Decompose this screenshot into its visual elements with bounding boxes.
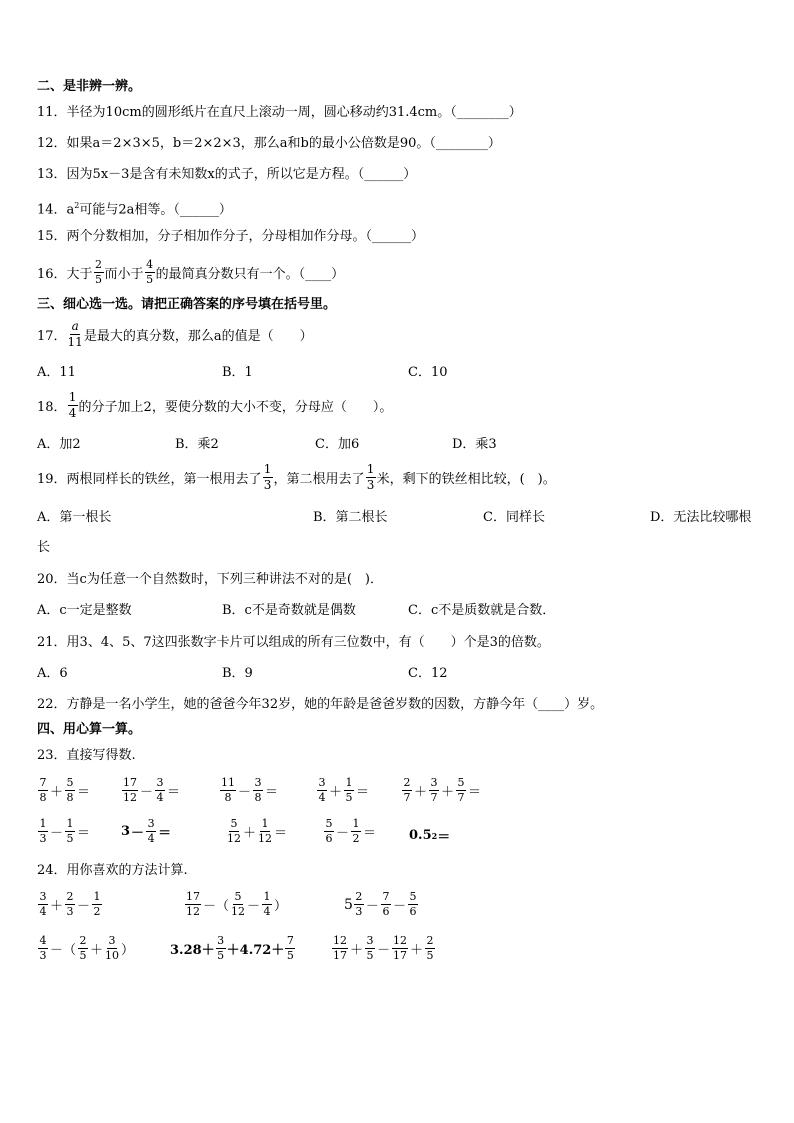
q17-option-b: B．1 <box>222 365 253 380</box>
q21-option-b: B．9 <box>222 666 253 681</box>
q24-e3: 5 $\frac{2}{3}$ － $\frac{7}{6}$ － $\frac{5}{6}$ <box>344 890 417 918</box>
question-13: 13．因为5x－3是含有未知数x的式子，所以它是方程。（______） <box>37 167 417 182</box>
q17-option-c: C．10 <box>408 365 448 380</box>
q24-e6: $\frac{12}{17}$ ＋ $\frac{3}{5}$ － $\frac{12}{17}$ ＋ $\frac{2}{5}$ <box>333 934 434 962</box>
q23-r1-e1: $\frac{7}{8}$ ＋ $\frac{5}{8}$ ＝ <box>39 776 91 804</box>
fraction: $\frac{1}{3}$ <box>263 462 272 492</box>
q23-r1-e3: $\frac{11}{8}$ － $\frac{3}{8}$ ＝ <box>221 776 279 804</box>
fraction: $\frac{2}{5}$ <box>95 258 103 286</box>
q20-option-b: B．c不是奇数就是偶数 <box>222 603 356 618</box>
q18-option-c: C．加6 <box>315 437 360 452</box>
question-17: 17． $\frac{a}{11}$ 是最大的真分数，那么a的值是（ ） <box>37 319 313 349</box>
q23-r2-e4: $\frac{5}{6}$ － $\frac{1}{2}$ ＝ <box>325 817 377 845</box>
q23-r1-e4: $\frac{3}{4}$ ＋ $\frac{1}{5}$ ＝ <box>318 776 370 804</box>
q17-option-a: A．11 <box>37 365 76 380</box>
question-14: 14．$a^2$可能与2a相等。（______） <box>37 201 232 218</box>
question-23-title: 23．直接写得数. <box>37 748 136 763</box>
q23-r2-e3: $\frac{5}{12}$ ＋ $\frac{1}{12}$ ＝ <box>227 817 288 845</box>
section-2-heading: 二、是非辨一辨。 <box>37 79 142 94</box>
section-4-heading: 四、用心算一算。 <box>37 722 142 737</box>
q24-e2: $\frac{17}{12}$ －（ $\frac{5}{12}$ － $\frac{1}{4}$ ） <box>186 890 288 918</box>
fraction: $\frac{4}{5}$ <box>146 258 154 286</box>
q20-option-c: C．c不是质数就是合数． <box>408 603 556 618</box>
question-22: 22．方静是一名小学生，她的爸爸今年32岁，她的年龄是爸爸岁数的因数，方静今年（____）岁。 <box>37 697 604 712</box>
question-19: 19．两根同样长的铁丝，第一根用去了 $\frac{1}{3}$ ，第二根用去了 $\frac{1}{3}$ 米，剩下的铁丝相比较，( )。 <box>37 462 556 492</box>
q19-option-d-wrap: 长 <box>37 540 51 555</box>
fraction: $\frac{a}{11}$ <box>67 319 83 349</box>
fraction: $\frac{1}{3}$ <box>366 462 375 492</box>
q20-option-a: A．c一定是整数 <box>37 603 132 618</box>
q19-option-b: B．第二根长 <box>313 510 388 525</box>
q23-r1-e2: $\frac{17}{12}$ － $\frac{3}{4}$ ＝ <box>123 776 181 804</box>
q18-option-a: A．加2 <box>37 437 81 452</box>
q19-option-d: D．无法比较哪根 <box>650 510 752 525</box>
fraction: $\frac{1}{4}$ <box>68 390 77 420</box>
q18-option-b: B．乘2 <box>175 437 219 452</box>
q19-option-c: C．同样长 <box>483 510 545 525</box>
section-3-heading: 三、细心选一选。请把正确答案的序号填在括号里。 <box>37 297 337 312</box>
question-15: 15．两个分数相加，分子相加作分子，分母相加作分母。（______） <box>37 229 425 244</box>
q23-r1-e5: $\frac{2}{7}$ ＋ $\frac{3}{7}$ ＋ $\frac{5}{7}$ ＝ <box>403 776 482 804</box>
q23-r2-e2: 3 － $\frac{3}{4}$ ＝ <box>121 817 172 845</box>
q23-r2-e1: $\frac{1}{3}$ － $\frac{1}{5}$ ＝ <box>39 817 91 845</box>
question-11: 11．半径为10cm的圆形纸片在直尺上滚动一周，圆心移动约31.4cm。（________） <box>37 105 522 120</box>
question-18: 18． $\frac{1}{4}$ 的分子加上2，要使分数的大小不变，分母应（ ）。 <box>37 390 393 420</box>
question-21: 21．用3、4、5、7这四张数字卡片可以组成的所有三位数中，有（ ）个是3的倍数。 <box>37 635 550 650</box>
q23-r2-e5: 0.5 2 ＝ <box>409 828 451 845</box>
question-24-title: 24．用你喜欢的方法计算. <box>37 863 188 878</box>
q18-option-d: D．乘3 <box>452 437 497 452</box>
q21-option-c: C．12 <box>408 666 448 681</box>
question-12: 12．如果a＝2×3×5，b＝2×2×3，那么a和b的最小公倍数是90。（________） <box>37 136 501 151</box>
q24-e1: $\frac{3}{4}$ ＋ $\frac{2}{3}$ － $\frac{1}{2}$ <box>39 890 101 918</box>
q21-option-a: A．6 <box>37 666 68 681</box>
q24-e4: $\frac{4}{3}$ －（ $\frac{2}{5}$ ＋ $\frac{3}{10}$ ） <box>39 934 135 962</box>
q24-e5: 3.28＋ $\frac{3}{5}$ ＋4.72＋ $\frac{7}{5}$ <box>170 934 294 962</box>
question-20: 20．当c为任意一个自然数时，下列三种讲法不对的是( )． <box>37 572 383 587</box>
question-16: 16．大于 $\frac{2}{5}$ 而小于 $\frac{4}{5}$ 的最简真分数只有一个。（____） <box>37 258 345 286</box>
q19-option-a: A．第一根长 <box>37 510 112 525</box>
